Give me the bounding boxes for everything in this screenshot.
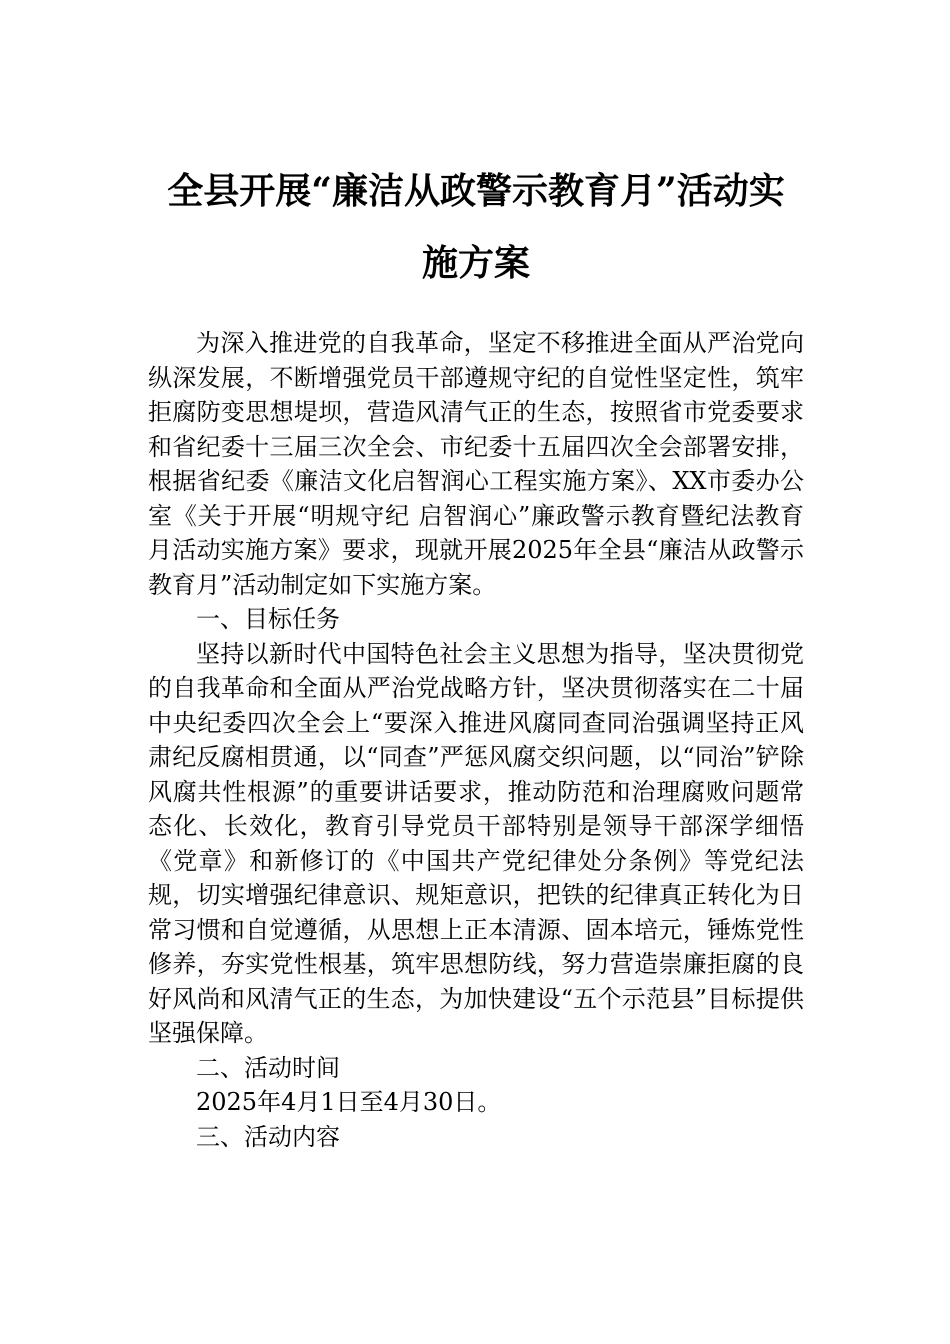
section-heading-goals: 一、目标任务 [196,605,340,633]
section-time-paragraph: 2025年4月1日至4月30日。 [196,1088,502,1116]
intro-paragraph: 为深入推进党的自我革命，坚定不移推进全面从严治党向纵深发展，不断增强党员干部遵规守纪的自觉性坚定性，筑牢拒腐防变思想堤坝，营造风清气正的生态，按照省市党委要求和省纪委十三届三次全会、市纪委十五届四次全会部署安排，根据省纪委《廉洁文化启智润心工程实施方案》、XX市委办公室《关于开展“明规守纪 启智润心”廉政警示教育暨纪法教育月活动实施方案》要求，现就开展2025年全县“廉洁从政警示教育月”活动制定如下实施方案。 [148,329,804,599]
document-title [148,155,804,299]
section-goals-paragraph: 坚持以新时代中国特色社会主义思想为指导，坚决贯彻党的自我革命和全面从严治党战略方针，坚决贯彻落实在二十届中央纪委四次全会上“要深入推进风腐同查同治强调坚持正风肃纪反腐相贯通，以“同查”严惩风腐交织问题，以“同治”铲除风腐共性根源”的重要讲话要求，推动防范和治理腐败问题常态化、长效化，教育引导党员干部特别是领导干部深学细悟《党章》和新修订的《中国共产党纪律处分条例》等党纪法规，切实增强纪律意识、规矩意识，把铁的纪律真正转化为日常习惯和自觉遵循，从思想上正本清源、固本培元，锤炼党性修养，夯实党性根基，筑牢思想防线，努力营造崇廉拒腐的良好风尚和风清气正的生态，为加快建设“五个示范县”目标提供坚强保障。 [148,639,804,1047]
document-page [148,155,804,1154]
section-heading-time: 二、活动时间 [196,1053,340,1082]
document-body [148,326,804,1154]
document-title-line-2: 施方案 [421,242,530,284]
section-heading-content: 三、活动内容 [196,1122,340,1151]
document-title-line-1: 全县开展“廉洁从政警示教育月”活动实 [167,170,785,212]
